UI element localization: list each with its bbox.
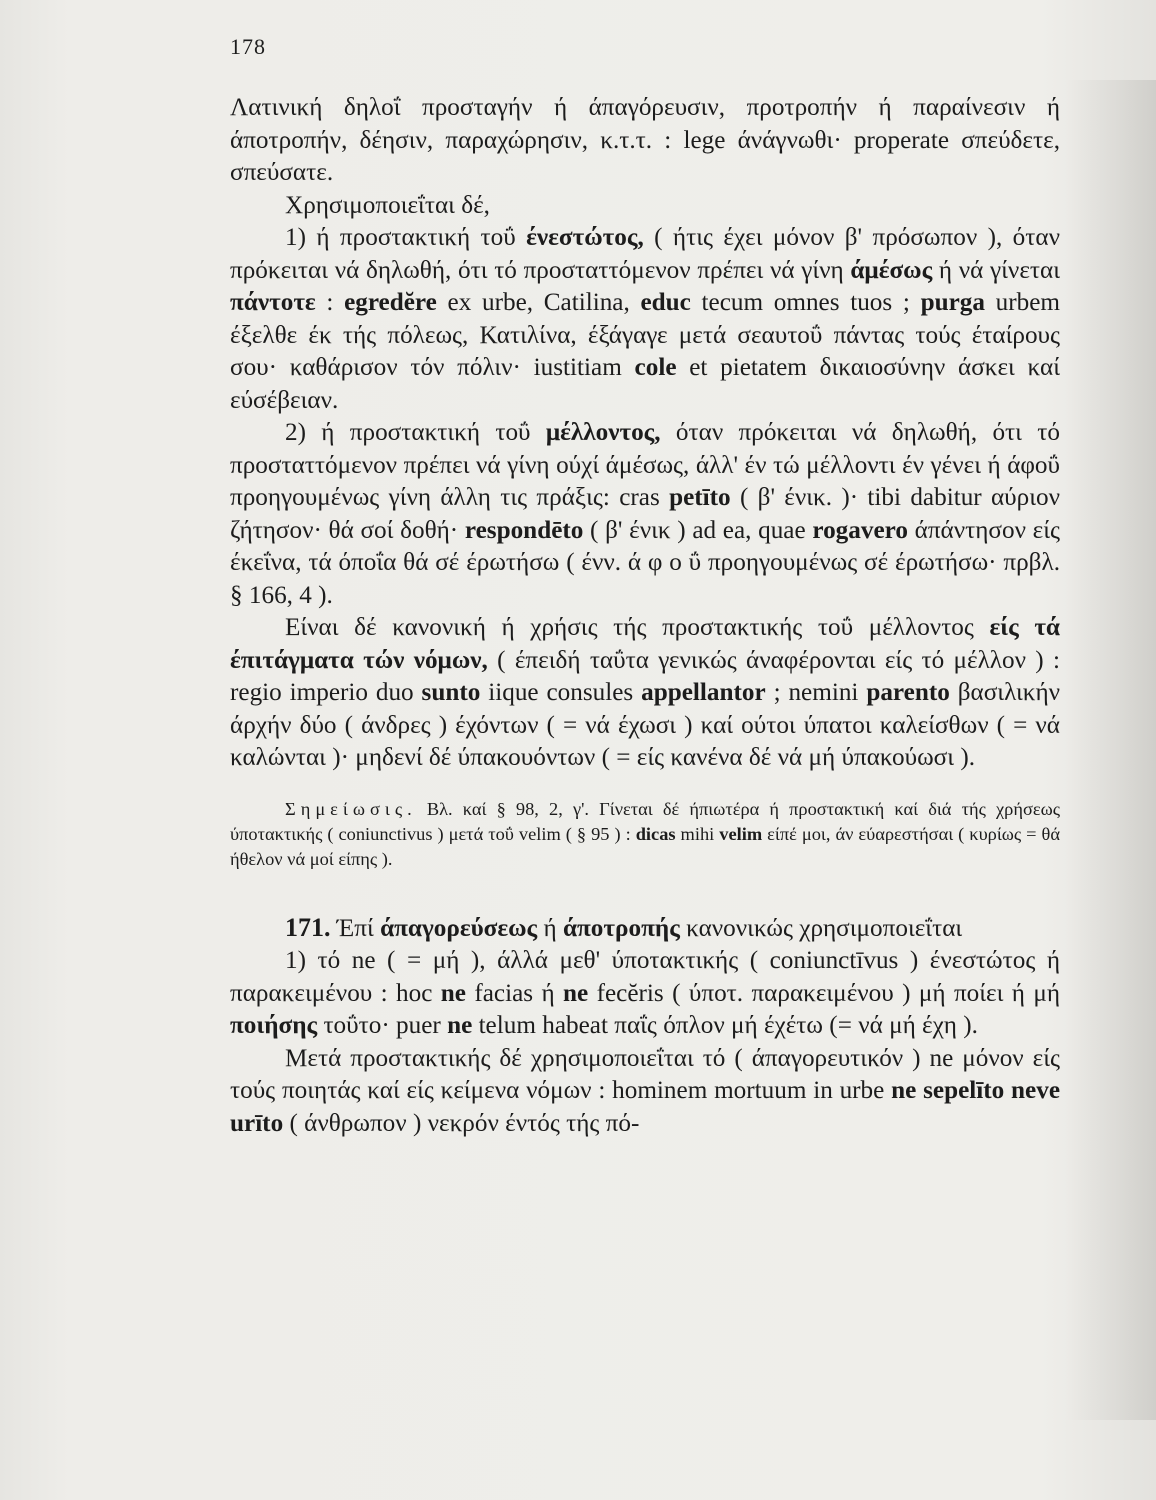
bold-term: ne [563,979,589,1007]
text-run: ; nemini [765,679,867,706]
paragraph [230,417,1060,612]
text-run: 1) τό ne ( = μή ), άλλά μεθ' ύποτακτικής ( coniunctīvus ) ένεστώτος ή παρακειμένου : hoc [230,947,1060,1007]
bold-term: ποιήσης [230,1012,318,1039]
bold-term: neve urīto [230,1077,1061,1137]
text-run: Είναι δέ κανονική ή χρήσις τής προστακτικής τοΰ μέλλοντος [285,614,990,641]
text-run: 2) ή προστακτική τοΰ [285,419,546,446]
text-run: άπάντησον είς έκεΐνα, τά όποΐα θά σέ έρωτήσω ( ένν. ά φ ο ΰ προηγουμένως σέ έρωτήσω· πρβλ. § 166, 4 ). [230,516,1060,609]
text-run: iique consules [480,679,642,706]
bold-term: appellantor [641,679,766,706]
bold-term: άμέσως [850,256,933,284]
text-run: lege [683,126,726,154]
text-run: ( β' ένικ. )· tibi dabitur αύριον ζήτησον· θά σοί δοθή· [230,484,1060,544]
paragraph [230,92,1060,190]
remark-label: Σημείωσις. [285,798,417,819]
text-run: όταν πρόκειται νά δηλωθή, ότι τό προσταττόμενον πρέπει νά γίνη ούχί άμέσως, άλλ' έν τώ μέλλοντι έν γένει ή άφοΰ προηγουμένως γίνη άλλη τις πράξις: cras [230,419,1060,511]
text-run: telum habeat παΐς όπλον μή έχέτω (= νά μή έχη ). [472,1012,978,1039]
text-run: facias ή [465,979,564,1007]
bold-term: ne sepelīto [891,1077,1005,1104]
text-run: Λατινική δηλοΐ προσταγήν ή άπαγόρευσιν, προτροπήν ή παραίνεσιν ή άποτροπήν, δέησιν, παραχώρησιν, κ.τ.τ. : [230,94,1060,154]
text-run: τοΰτο· puer [317,1012,448,1039]
bold-term: άπαγορεύσεως [380,914,538,942]
bold-term: είς τά έπιτάγματα τών νόμων, [230,614,1060,674]
text-run: fecĕris ( ύποτ. παρακειμένου ) μή ποίει ή μή [588,979,1060,1007]
bold-term: petīto [669,484,731,511]
text-run: ( β' ένικ ) ad ea, quae [583,516,813,544]
bold-term: ne [447,1012,473,1039]
bold-term: purga [920,289,985,316]
bold-term: velim [719,823,763,844]
paragraph [230,1043,1060,1141]
text-run: mihi [675,823,720,844]
bold-term: rogavero [812,516,908,544]
text-run: Χρησιμοποιεΐται δέ, [285,191,490,219]
text-run: properate [853,126,950,154]
text-run: ή νά γίνεται [932,256,1060,284]
bold-term: πάντοτε [230,289,316,316]
text-run: 1) ή προστακτική τοΰ [285,224,527,251]
text-run: Μετά προστακτικής δέ χρησιμοποιεΐται τό ( άπαγορευτικόν ) ne μόνον είς τούς ποιητάς καί είς κείμενα νόμων : hominem mortuum in urbe [230,1044,1060,1104]
page-number: 178 [230,34,266,59]
bold-term: μέλλοντος, [545,419,661,446]
bold-term: ne [440,979,466,1007]
paragraph [230,612,1060,775]
paragraph [230,945,1060,1043]
bold-term: egredĕre [344,289,437,316]
text-run: urbem έξελθε έκ τής πόλεως, Κατιλίνα, έξάγαγε μετά σεαυτοΰ πάντας τούς έταίρους σου· καθάρισον τόν πόλιν· iustitiam [230,289,1061,381]
bold-term: άποτροπής [562,914,680,942]
text-run: Βλ. καί § 98, 2, γ'. Γίνεται δέ ήπιωτέρα ή προστακτική καί διά τής χρήσεως ύποτακτικής ( coniunctivus ) μετά τοΰ velim ( § 95 ) : [230,798,1060,844]
text-run: ( άνθρωπον ) νεκρόν έντός τής πό- [283,1109,640,1137]
text-run: σπεύδετε, σπεύσατε. [230,126,1060,186]
text-run: ( έπειδή ταΰτα γενικώς άναφέρονται είς τό μέλλον ) : regio imperio duo [230,646,1061,706]
bold-term: respondēto [464,516,584,544]
text-run: ή [537,914,563,942]
text-run: : [315,289,345,316]
text-run: άνάγνωθι· [725,126,854,154]
text-run: βασιλικήν άρχήν δύο ( άνδρες ) έχόντων ( = νά έχωσι ) καί ούτοι ύπατοι καλείσθων ( = νά καλώνται )· μηδενί δέ ύπακουόντων ( = είς κανένα δέ νά μή ύπακούωσι ). [230,679,1060,771]
text-run: είπέ μοι, άν εύαρεστήσαι ( κυρίως = θά ήθελον νά μοί είπης ). [230,823,1060,869]
text-run: et pietatem δικαιοσύνην άσκει καί εύσέβειαν. [230,354,1060,414]
paragraph [230,190,1060,223]
text-run: tecum omnes tuos ; [690,289,921,316]
text-run: ( ήτις έχει μόνον β' πρόσωπον ), όταν πρόκειται νά δηλωθή, ότι τό προσταττόμενον πρέπει νά γίνη [230,224,1060,284]
footnote-remark [230,797,1060,872]
section-heading-paragraph [230,912,1060,946]
section-intro [337,915,962,942]
text-run: ex urbe, Catilina, [436,289,641,316]
page-body [230,92,1060,1140]
bold-term: educ [640,289,691,316]
bold-term: sunto [421,679,481,706]
text-run: κανονικώς χρησιμοποιεΐται [679,914,963,942]
section-number: 171. [285,912,331,942]
bold-term: dicas [635,823,676,844]
facing-page-shadow [1066,80,1156,1420]
bold-term: cole [634,354,677,381]
text-run: Έπί [336,914,381,942]
paragraph [230,222,1060,417]
bold-term: parento [866,679,950,706]
bold-term: ένεστώτος, [526,224,644,251]
